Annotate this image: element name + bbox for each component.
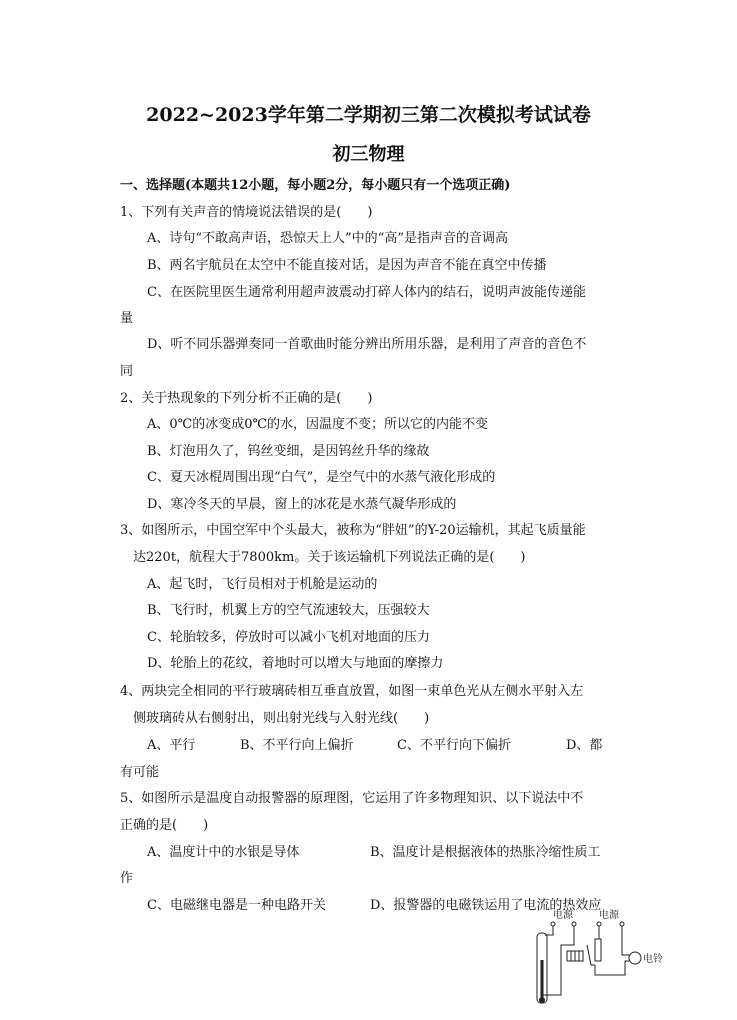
- q3-option-b: B、飞行时，机翼上方的空气流速较大，压强较大: [147, 603, 430, 618]
- terminal: [620, 922, 624, 926]
- q4-option-d: D、都: [566, 738, 603, 753]
- power-label-left: 电源: [553, 910, 573, 921]
- terminal: [572, 922, 576, 926]
- q1-option-d: D、听不同乐器弹奏同一首歌曲时能分辨出所用乐器，是利用了声音的音色不: [147, 337, 587, 352]
- q5-stem: 5、如图所示是温度自动报警器的原理图，它运用了许多物理知识、以下说法中不: [120, 791, 584, 806]
- q5-option-a: A、温度计中的水银是导体: [147, 845, 300, 860]
- q1-option-a: A、诗句“不敢高声语，恐惊天上人”中的“高”是指声音的音调高: [147, 231, 508, 246]
- q5-stem-cont: 正确的是( ): [120, 818, 209, 833]
- q5-option-d: D、报警器的电磁铁运用了电流的热效应: [370, 898, 602, 913]
- q4-option-b: B、不平行向上偏折: [240, 738, 354, 753]
- wire: [545, 926, 553, 935]
- q5-option-b-cont: 作: [120, 871, 134, 886]
- q1-option-c: C、在医院里医生通常利用超声波震动打碎人体内的结石，说明声波能传递能: [147, 285, 586, 300]
- armature: [587, 945, 595, 965]
- q4-stem-cont: 侧玻璃砖从右侧射出，则出射光线与入射光线( ): [133, 711, 430, 726]
- bell-label: 电铃: [643, 954, 663, 965]
- q2-option-a: A、0℃的冰变成0℃的水，因温度不变；所以它的内能不变: [147, 417, 489, 432]
- q2-option-c: C、夏天冰棍周围出现“白气”，是空气中的水蒸气液化形成的: [147, 470, 496, 485]
- q4-option-c: C、不平行向下偏折: [397, 738, 511, 753]
- wire: [622, 926, 629, 955]
- contact: [595, 939, 601, 961]
- q5-option-c: C、电磁继电器是一种电路开关: [147, 898, 326, 913]
- q5-option-b: B、温度计是根据液体的热胀冷缩性质工: [370, 845, 601, 860]
- section-heading: 一、选择题(本题共12小题，每小题2分，每小题只有一个选项正确): [120, 178, 511, 193]
- q1-option-c-cont: 量: [120, 311, 134, 326]
- wire: [595, 961, 629, 975]
- q1-option-d-cont: 同: [120, 364, 134, 379]
- alarm-circuit-diagram: [525, 905, 675, 1015]
- q3-stem: 3、如图所示，中国空军中个头最大，被称为“胖妞”的Y-20运输机，其起飞质量能: [120, 523, 586, 538]
- q3-option-d: D、轮胎上的花纹，着地时可以增大与地面的摩擦力: [147, 656, 444, 671]
- q3-option-c: C、轮胎较多，停放时可以减小飞机对地面的压力: [147, 630, 430, 645]
- q4-stem: 4、两块完全相同的平行玻璃砖相互垂直放置，如图一束单色光从左侧水平射入左: [120, 684, 584, 699]
- exam-title: 2022~2023学年第二学期初三第二次模拟考试试卷: [146, 104, 591, 126]
- power-label-right: 电源: [599, 910, 619, 921]
- q2-stem: 2、关于热现象的下列分析不正确的是( ): [120, 391, 373, 406]
- thermometer-bulb: [539, 997, 545, 1003]
- q2-option-d: D、寒冷冬天的早晨，窗上的冰花是水蒸气凝华形成的: [147, 497, 457, 512]
- q1-stem: 1、下列有关声音的情境说法错误的是( ): [120, 205, 373, 220]
- q2-option-b: B、灯泡用久了，钨丝变细，是因钨丝升华的缘故: [147, 444, 430, 459]
- q3-stem-cont: 达220t，航程大于7800km。关于该运输机下列说法正确的是( ): [133, 550, 526, 565]
- terminal: [597, 922, 601, 926]
- q1-option-b: B、两名宇航员在太空中不能直接对话，是因为声音不能在真空中传播: [147, 258, 547, 273]
- terminal: [551, 922, 555, 926]
- exam-subtitle: 初三物理: [332, 144, 405, 165]
- q4-option-d-cont: 有可能: [120, 765, 160, 780]
- bell-icon: [629, 952, 641, 964]
- q3-option-a: A、起飞时，飞行员相对于机舱是运动的: [147, 577, 378, 592]
- q4-option-a: A、平行: [147, 738, 196, 753]
